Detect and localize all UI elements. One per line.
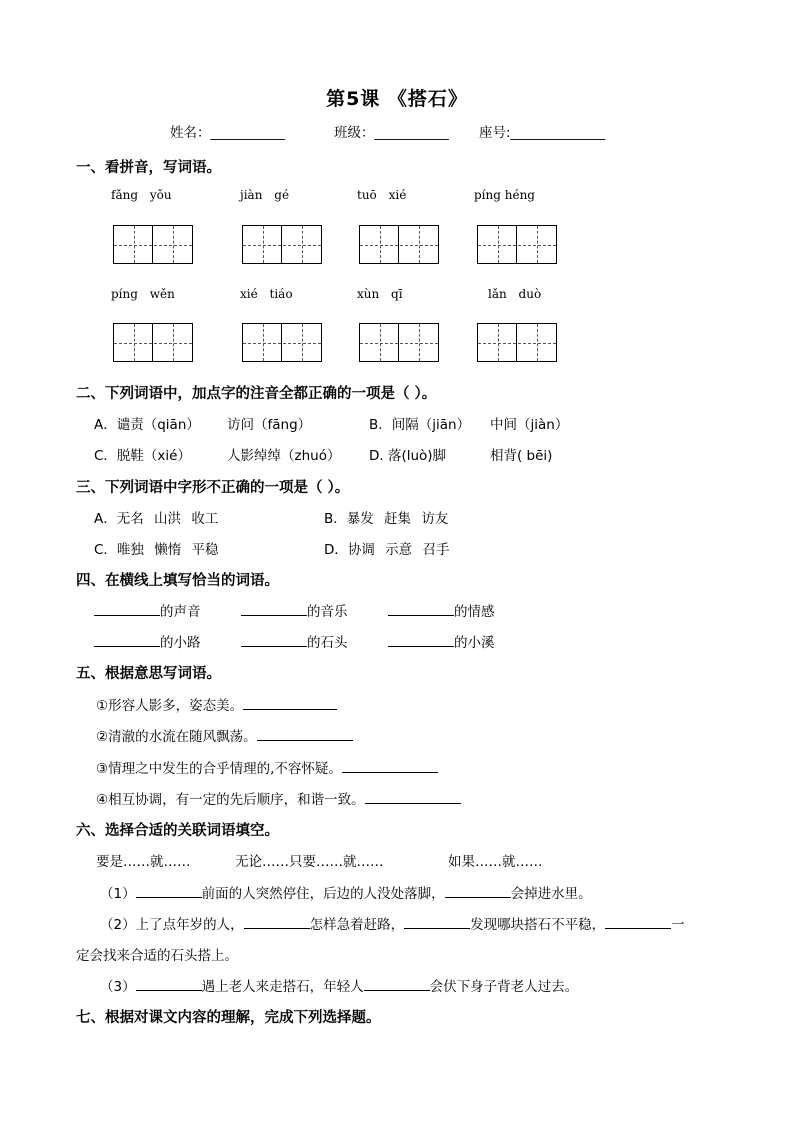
option-a1: A．谴责（qiān） xyxy=(94,417,200,433)
writing-grid[interactable] xyxy=(242,225,322,264)
writing-grid[interactable] xyxy=(359,225,439,264)
question-2-cont: 定会找来合适的石头搭上。 xyxy=(76,948,238,964)
pinyin-2: jiàn gé xyxy=(240,188,290,202)
section-4-heading: 四、在横线上填写恰当的词语。 xyxy=(76,573,279,589)
option-c: C．唯独 懒惰 平稳 xyxy=(94,542,219,558)
question-2[interactable]: （2）上了点年岁的人， 怎样急着赶路， 发现哪块搭石不平稳， 一 xyxy=(100,913,685,933)
pinyin-1: fǎng yǒu xyxy=(111,188,172,202)
definition-item[interactable]: ②清澈的水流在随风飘荡。 xyxy=(96,725,353,745)
writing-grid[interactable] xyxy=(242,323,322,362)
option-c1: C．脱鞋（xié） xyxy=(94,448,191,464)
writing-grid[interactable] xyxy=(359,323,439,362)
writing-grid[interactable] xyxy=(113,225,193,264)
page-title: 第5课 《搭石》 xyxy=(326,88,468,110)
option-a: A．无名 山洪 收工 xyxy=(94,511,219,527)
option-d1: D. 落(luò)脚 xyxy=(369,448,447,464)
pinyin-7: xùn qī xyxy=(357,287,403,301)
fill-item[interactable]: 的石头 xyxy=(241,631,348,651)
writing-grid[interactable] xyxy=(113,323,193,362)
pinyin-4: píng héng xyxy=(474,188,535,202)
section-1-heading: 一、看拼音，写词语。 xyxy=(76,160,221,176)
option-a2: 访问（fāng） xyxy=(227,417,312,433)
definition-item[interactable]: ①形容人影多，姿态美。 xyxy=(96,694,337,714)
fill-item[interactable]: 的声音 xyxy=(94,600,201,620)
conjunction-option: 要是……就…… xyxy=(96,854,191,870)
section-7-heading: 七、根据对课文内容的理解，完成下列选择题。 xyxy=(76,1010,381,1026)
question-3[interactable]: （3） 遇上老人来走搭石，年轻人 会伏下身子背老人过去。 xyxy=(100,975,578,995)
pinyin-3: tuō xié xyxy=(357,188,407,202)
option-d: D．协调 示意 召手 xyxy=(324,542,450,558)
conjunction-option: 无论……只要……就…… xyxy=(235,854,384,870)
writing-grid[interactable] xyxy=(477,225,557,264)
section-3-heading: 三、下列词语中字形不正确的一项是（ ）。 xyxy=(76,480,350,496)
fill-item[interactable]: 的情感 xyxy=(388,600,495,620)
option-b1: B．间隔（jiān） xyxy=(369,417,471,433)
option-b: B．暴发 赶集 访友 xyxy=(324,511,449,527)
pinyin-6: xié tiáo xyxy=(240,287,293,301)
name-field[interactable]: 姓名：___________ xyxy=(170,125,285,141)
fill-item[interactable]: 的小路 xyxy=(94,631,201,651)
definition-item[interactable]: ④相互协调，有一定的先后顺序，和谐一致。 xyxy=(96,788,461,808)
fill-item[interactable]: 的小溪 xyxy=(388,631,495,651)
option-c2: 人影绰绰（zhuó） xyxy=(227,448,341,464)
section-2-heading: 二、下列词语中，加点字的注音全都正确的一项是（ ）。 xyxy=(76,386,437,402)
pinyin-5: píng wěn xyxy=(111,287,175,301)
writing-grid[interactable] xyxy=(477,323,557,362)
question-1[interactable]: （1） 前面的人突然停住，后边的人没处落脚， 会掉进水里。 xyxy=(100,882,592,902)
option-b2: 中间（jiàn） xyxy=(490,417,569,433)
section-5-heading: 五、根据意思写词语。 xyxy=(76,666,221,682)
conjunction-option: 如果……就…… xyxy=(448,854,543,870)
seat-field[interactable]: 座号:______________ xyxy=(479,125,606,141)
pinyin-8: lǎn duò xyxy=(488,287,542,301)
fill-item[interactable]: 的音乐 xyxy=(241,600,348,620)
option-d2: 相背( bēi) xyxy=(490,448,553,464)
section-6-heading: 六、选择合适的关联词语填空。 xyxy=(76,823,279,839)
class-field[interactable]: 班级：___________ xyxy=(334,125,449,141)
definition-item[interactable]: ③情理之中发生的合乎情理的,不容怀疑。 xyxy=(96,757,438,777)
